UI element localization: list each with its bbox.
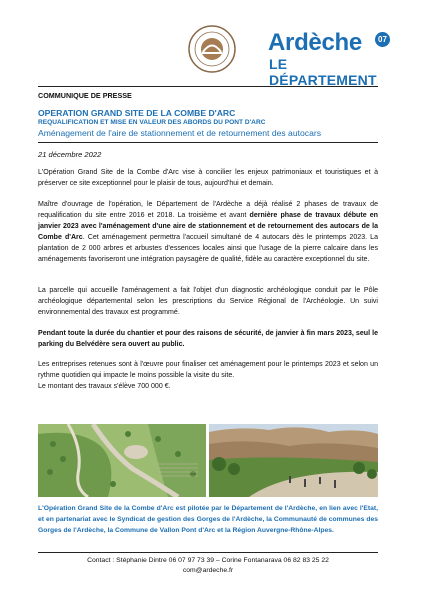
title-divider [38,142,378,143]
grand-site-seal-logo [188,25,236,73]
doc-date: 21 décembre 2022 [38,150,102,159]
paragraph-budget: Le montant des travaux s'élève 700 000 €. [38,383,171,390]
illustration-row [38,424,378,497]
paragraph-schedule: Les entreprises retenues sont à l'œuvre pour finaliser cet aménagement pour le printemps 2023 et selon un rythme quotidien qui impacte le moins possible la visite du site. [38,361,378,379]
department-number-badge: 07 [375,32,390,47]
doc-title: OPERATION GRAND SITE DE LA COMBE D'ARC [38,108,236,118]
paragraph-archaeology: La parcelle qui accueille l'aménagement a fait l'objet d'un diagnostic archéologique conduit par le Pôle archéologique départemental selon les prescriptions du Service Régional de l'Archéologie. Un suivi environnemental des travaux est programmé. [38,287,378,316]
paragraph-closure-notice: Pendant toute la durée du chantier et pour des raisons de sécurité, de janvier à fin mars 2023, seul le parking du Belvédère sera ouvert au public. [38,330,378,348]
contact-block [38,556,378,576]
press-release-label: COMMUNIQUE DE PRESSE [38,91,132,100]
brand-name: Ardèche [268,29,362,56]
paragraph-intro: L'Opération Grand Site de la Combe d'Arc vise à concilier les enjeux patrimoniaux et touristiques et à préserver ce site exceptionnel pour le plaisir de tous, aujourd'hui et demain. [38,169,378,187]
header-divider [38,86,378,87]
landscape-rendering-image [209,424,378,497]
paragraph-works-highlight: dernière phase de travaux débute en janvier 2023 avec l'aménagement d'une aire de stationnement et de retournement des autocars de la Combe d'Arc [38,211,378,241]
contact-line: Contact : Stéphanie Dintre 06 07 97 73 39 – Corine Fontanarava 06 82 83 25 22 [87,557,329,564]
doc-headline: Aménagement de l'aire de stationnement et de retournement des autocars [38,128,322,138]
brand-subtitle: LE DÉPARTEMENT [269,56,377,88]
doc-subtitle: REQUALIFICATION ET MISE EN VALEUR DES ABORDS DU PONT D'ARC [38,119,266,126]
ardeche-departement-logo[interactable] [268,29,396,88]
footer-divider [38,552,378,553]
partnership-note: L'Opération Grand Site de la Combe d'Arc est pilotée par le Département de l'Ardèche, en lien avec l'Etat, et en partenariat avec le Syndicat de gestion des Gorges de l'Ardèche, la Communauté de communes des Gorges de l'Ardèche, la Commune de Vallon Pont d'Arc et la Région Auvergne-Rhône-Alpes. [38,505,378,535]
paragraph-works: Maître d'ouvrage de l'opération, le Département de l'Ardèche a déjà réalisé 2 phases de travaux de requalification du site entre 2016 et 2018. La troisième et avant dernière phase de travaux débute en janvier 2023 avec l'aménagement d'une aire de stationnement et de retournement des autocars de la Combe d'Arc. Cet aménagement permettra l'accueil simultané de 4 autocars dès le printemps 2023. La plantation de 2 000 arbres et arbustes d'essences locales ainsi que l'usage de la pierre calcaire dans les aménagements favoriseront une intégration paysagère de qualité, fidèle au caractère exceptionnel du site. [38,201,378,263]
contact-email[interactable]: com@ardeche.fr [182,567,234,574]
site-plan-image [38,424,206,497]
